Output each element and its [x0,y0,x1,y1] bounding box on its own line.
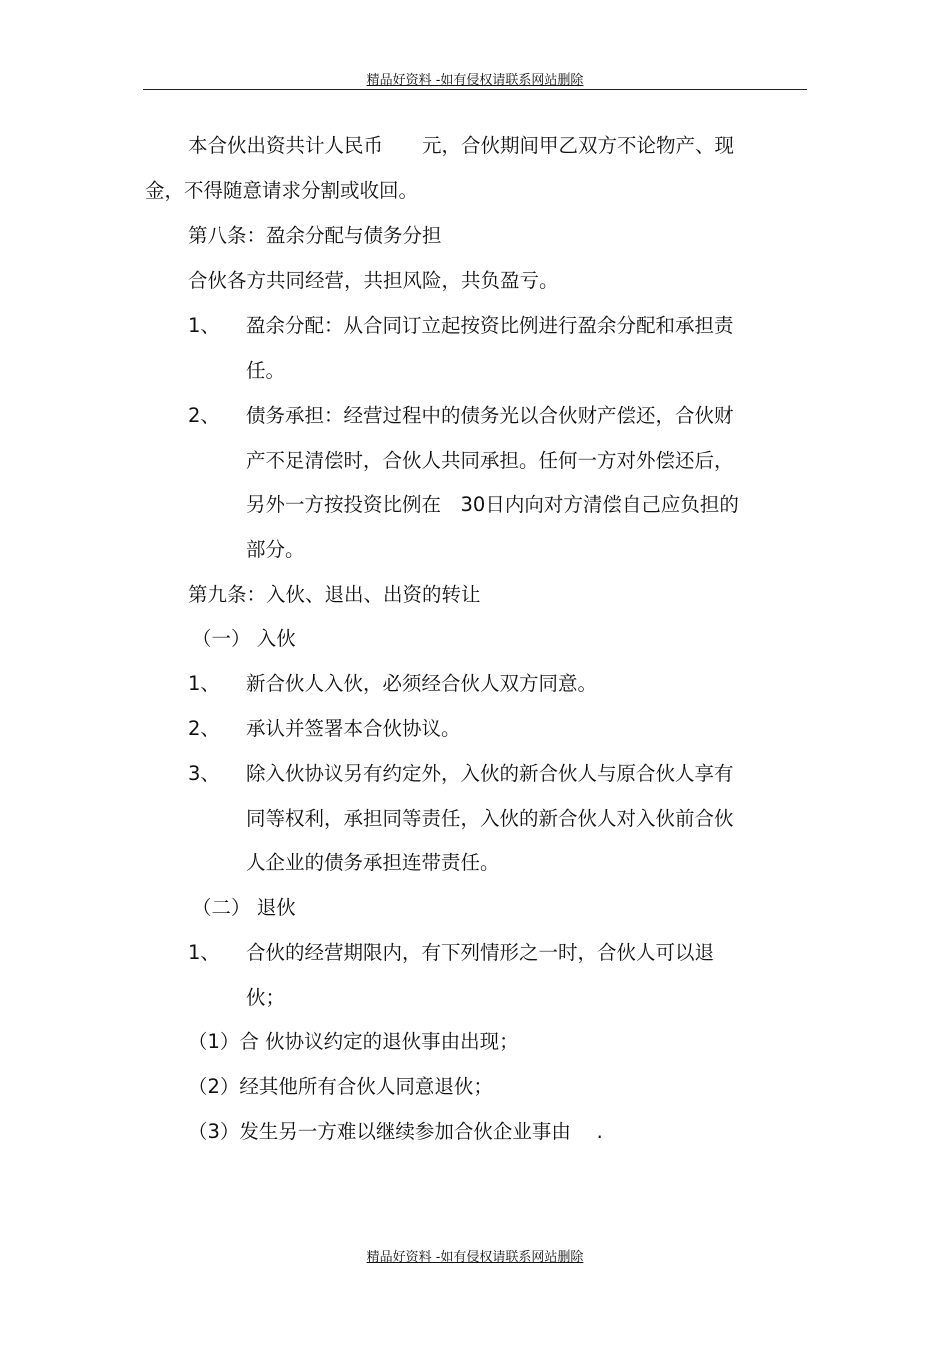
list-item-line: 新合伙人入伙，必须经合伙人双方同意。 [246,672,598,695]
list-item-line: 人企业的债务承担连带责任。 [246,851,500,874]
section-2-title: （二） 退伙 [192,896,296,919]
footer-text: 精品好资料 -如有侵权请联系网站删除 [366,1250,584,1265]
list-item-line: 除入伙协议另有约定外，入伙的新合伙人与原合伙人享有 [246,762,734,785]
article-9-title: 第九条：入伙、退出、出资的转让 [188,583,481,606]
paragraph-line: 本合伙出资共计人民币 元，合伙期间甲乙双方不论物产、现 [188,134,735,157]
item-number: 2、 [188,717,220,740]
list-item-line: 同等权利，承担同等责任，入伙的新合伙人对入伙前合伙 [246,807,734,830]
item-number: 1、 [188,941,220,964]
item-number: 3、 [188,762,220,785]
list-item-line: 产不足清偿时，合伙人共同承担。任何一方对外偿还后， [246,449,734,472]
list-item-line: 任。 [246,359,286,382]
paragraph-line: 金，不得随意请求分割或收回。 [145,179,419,202]
article-8-title: 第八条：盈余分配与债务分担 [188,224,442,247]
header-text: 精品好资料 -如有侵权请联系网站删除 [366,73,584,88]
sub-item: （1）合 伙协议约定的退伙事由出现； [188,1030,519,1053]
item-number: 1、 [188,672,220,695]
list-item-line: 盈余分配：从合同订立起按资比例进行盈余分配和承担责 [246,314,734,337]
item-number: 2、 [188,404,220,427]
article-8-intro: 合伙各方共同经营，共担风险，共负盈亏。 [188,269,559,292]
list-item-line: 债务承担：经营过程中的债务光以合伙财产偿还，合伙财 [246,404,734,427]
list-item-line: 合伙的经营期限内，有下列情形之一时，合伙人可以退 [246,941,715,964]
list-item-line: 承认并签署本合伙协议。 [246,717,461,740]
item-number: 1、 [188,314,220,337]
sub-item: （2）经其他所有合伙人同意退伙； [188,1075,493,1098]
list-item-line: 伙； [246,986,286,1009]
header-rule [143,89,807,90]
section-1-title: （一） 入伙 [192,627,296,650]
page-header [0,73,950,89]
page-footer [0,1250,950,1266]
sub-item: （3）发生另一方难以继续参加合伙企业事由 . [188,1120,603,1143]
list-item-line: 部分。 [246,538,305,561]
list-item-line: 另外一方按投资比例在 30日内向对方清偿自己应负担的 [246,493,739,516]
